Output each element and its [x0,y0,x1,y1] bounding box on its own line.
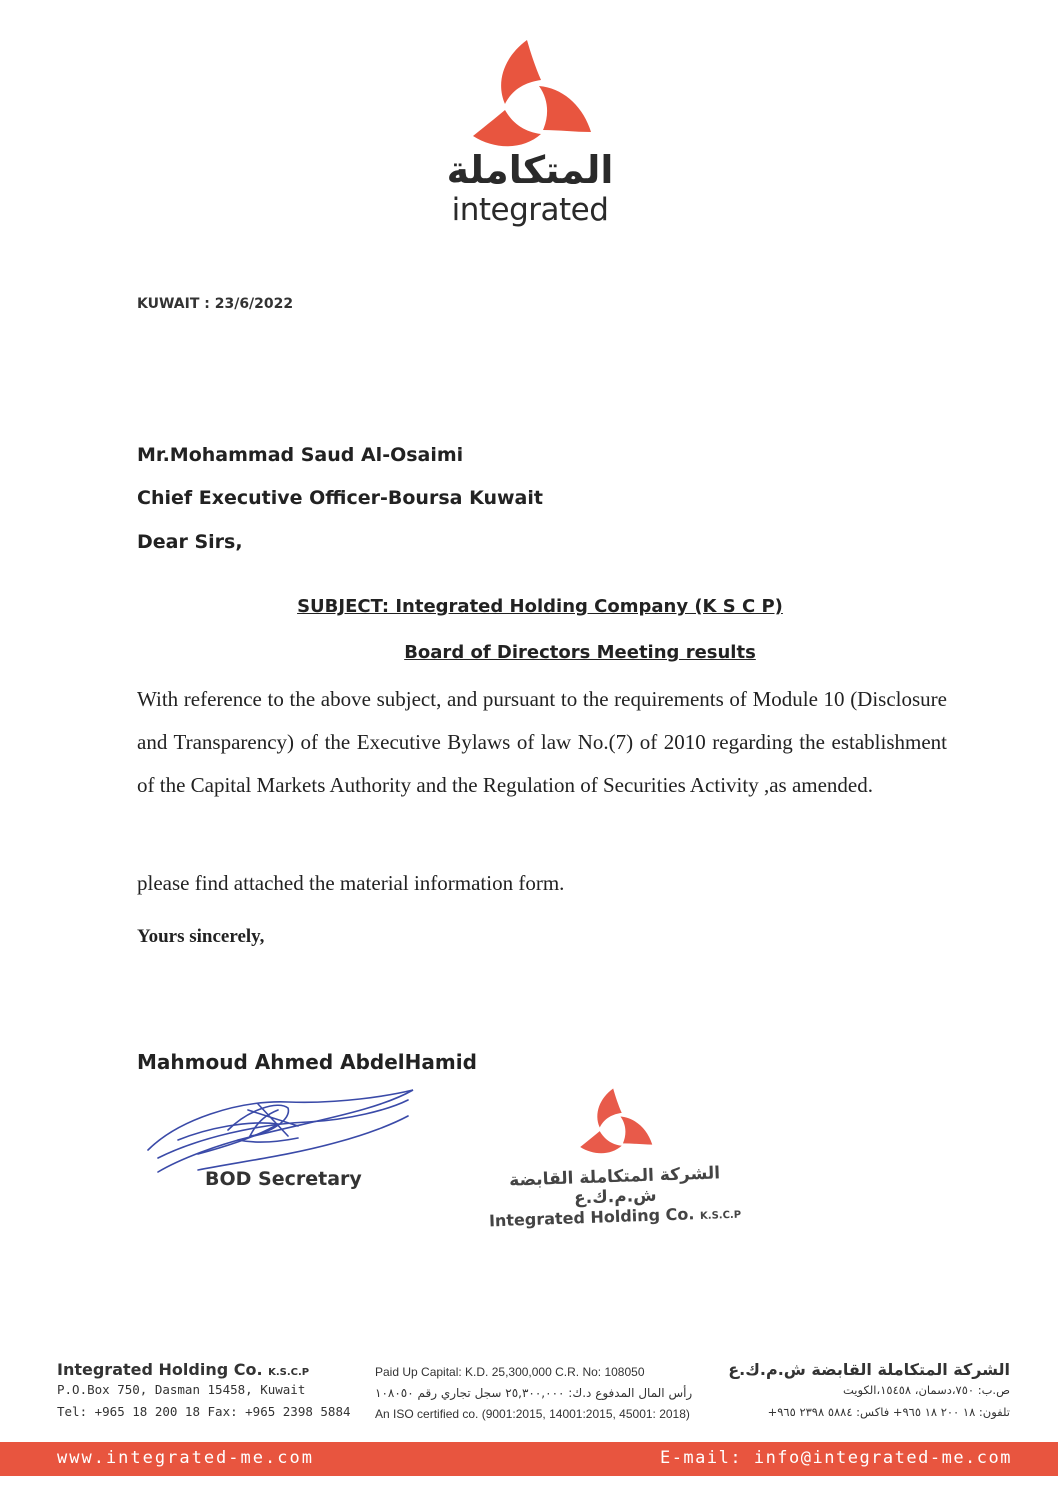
email-link[interactable]: E-mail: info@integrated-me.com [659,1448,1012,1468]
stamp-logo-icon [575,1086,655,1158]
salutation: Dear Sirs, [137,531,243,553]
footer-company-arabic: الشركة المتكاملة القابضة ش.م.ك.ع [728,1360,1010,1379]
footer-contact-en [57,1360,351,1423]
stamp-arabic-text: الشركة المتكاملة القابضة ش.م.ك.ع [508,1163,721,1209]
footer-capital: Paid Up Capital: K.D. 25,300,000 C.R. No: 108050 [375,1365,645,1379]
signature-icon [138,1080,428,1180]
recipient-title: Chief Executive Officer-Boursa Kuwait [137,487,543,509]
footer-bar [0,1442,1058,1476]
stamp-english-name: Integrated Holding Co. [488,1204,695,1231]
logo-arabic-text: المتكاملة [446,148,614,192]
footer-address: P.O.Box 750, Dasman 15458, Kuwait [57,1382,306,1397]
stamp-english-suffix: K.S.C.P [699,1209,742,1223]
footer-phone-arabic: تلفون: ١٨ ٢٠٠ ١٨ ٩٦٥+ فاكس: ٥٨٨٤ ٢٣٩٨ ٩٦٥+ [767,1405,1010,1419]
footer-company-suffix: K.S.C.P [268,1367,310,1378]
footer-address-arabic: ص.ب: ٧٥٠،دسمان، ١٥٤٥٨،الكويت [843,1383,1010,1397]
company-stamp [470,1086,760,1231]
footer-phone: Tel: +965 18 200 18 Fax: +965 2398 5884 [57,1404,351,1419]
subject-line-2: Board of Directors Meeting results [404,642,756,663]
footer-contact-ar [720,1360,1010,1423]
signer-name: Mahmoud Ahmed AbdelHamid [137,1050,477,1074]
company-logo [440,36,620,228]
closing: Yours sincerely, [137,926,265,947]
website-link[interactable]: www.integrated-me.com [57,1448,314,1468]
logo-english-text: integrated [451,192,609,228]
logo-mark-icon [465,36,595,154]
letter-date: KUWAIT : 23/6/2022 [137,296,294,312]
body-paragraph-2: please find attached the material information form. [137,871,565,895]
body-paragraph: With reference to the above subject, and pursuant to the requirements of Module 10 (Disclosure and Transparency) of the Executive Bylaws of law No.(7) of 2010 regarding the establishment of the Capital Markets Authority and the Regulation of Securities Activity ,as amended. [137,687,947,797]
recipient-name: Mr.Mohammad Saud Al-Osaimi [137,444,464,466]
footer-registration [375,1362,692,1425]
footer-iso: An ISO certified co. (9001:2015, 14001:2015, 45001: 2018) [375,1407,690,1421]
signer-title: BOD Secretary [205,1168,362,1190]
subject-line: SUBJECT: Integrated Holding Company (K S C P) [297,596,783,617]
footer-capital-arabic: رأس المال المدفوع د.ك: ٢٥,٣٠٠,٠٠٠ سجل تجاري رقم ١٠٨٠٥٠ [375,1386,693,1400]
footer-company-name [57,1360,351,1379]
footer-company-name-text: Integrated Holding Co. [57,1360,263,1379]
